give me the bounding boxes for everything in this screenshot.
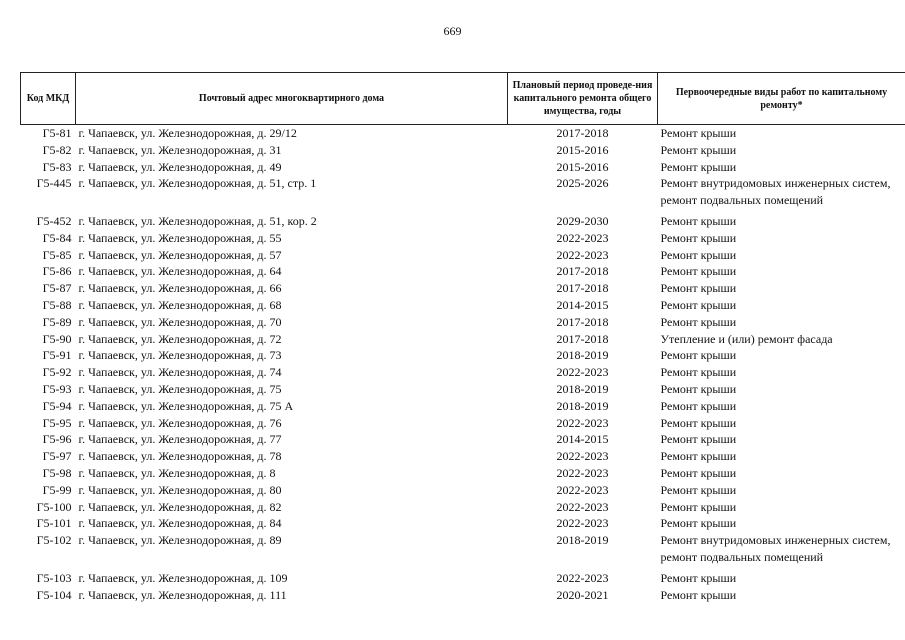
table-body: [21, 125, 905, 604]
address-cell: г. Чапаевск, ул. Железнодорожная, д. 75 А: [78, 398, 294, 413]
period-cell: 2022-2023: [556, 247, 609, 262]
mkd-code-cell: Г5-87: [42, 281, 72, 296]
address-cell: г. Чапаевск, ул. Железнодорожная, д. 89: [78, 533, 282, 548]
period-cell: 2018-2019: [556, 533, 609, 548]
works-cell: Ремонт крыши: [660, 587, 737, 602]
table-row: [21, 142, 905, 159]
table-row: [21, 587, 905, 604]
mkd-code-cell: Г5-445: [36, 176, 72, 191]
table-row: [21, 297, 905, 314]
table-row: [21, 482, 905, 499]
period-cell: 2018-2019: [556, 398, 609, 413]
mkd-code-cell: Г5-81: [42, 126, 72, 140]
works-cell: Ремонт крыши: [660, 482, 737, 497]
address-cell: г. Чапаевск, ул. Железнодорожная, д. 68: [78, 297, 282, 312]
works-cell: Ремонт крыши: [660, 230, 737, 245]
works-cell: Ремонт внутридомовых инженерных систем, ремонт подвальных помещений: [660, 533, 891, 564]
header-code: Код МКД: [21, 73, 76, 125]
address-cell: г. Чапаевск, ул. Железнодорожная, д. 64: [78, 264, 282, 279]
mkd-code-cell: Г5-99: [42, 482, 72, 497]
period-cell: 2022-2023: [556, 465, 609, 480]
mkd-code-cell: Г5-84: [42, 230, 72, 245]
table-row: [21, 314, 905, 331]
mkd-code-cell: Г5-452: [36, 213, 72, 228]
mkd-code-cell: Г5-103: [36, 570, 72, 585]
mkd-code-cell: Г5-91: [42, 348, 72, 363]
works-cell: Ремонт крыши: [660, 499, 737, 514]
mkd-code-cell: Г5-104: [36, 587, 72, 602]
works-cell: Ремонт крыши: [660, 264, 737, 279]
table-row: [21, 230, 905, 247]
address-cell: г. Чапаевск, ул. Железнодорожная, д. 29/12: [78, 126, 297, 140]
address-cell: г. Чапаевск, ул. Железнодорожная, д. 51, кор. 2: [78, 213, 317, 228]
address-cell: г. Чапаевск, ул. Железнодорожная, д. 66: [78, 281, 282, 296]
works-cell: Ремонт крыши: [660, 570, 737, 585]
address-cell: г. Чапаевск, ул. Железнодорожная, д. 77: [78, 432, 282, 447]
period-cell: 2017-2018: [556, 281, 609, 296]
period-cell: 2022-2023: [556, 499, 609, 514]
address-cell: г. Чапаевск, ул. Железнодорожная, д. 72: [78, 331, 282, 346]
period-cell: 2017-2018: [556, 314, 609, 329]
mkd-code-cell: Г5-85: [42, 247, 72, 262]
header-works: Первоочередные виды работ по капитальному ремонту*: [658, 73, 905, 125]
capital-repair-table: [20, 72, 905, 603]
table-row: [21, 247, 905, 264]
mkd-code-cell: Г5-95: [42, 415, 72, 430]
table-row: [21, 364, 905, 381]
address-cell: г. Чапаевск, ул. Железнодорожная, д. 31: [78, 142, 282, 157]
table-row: [21, 159, 905, 176]
period-cell: 2018-2019: [556, 348, 609, 363]
works-cell: Ремонт крыши: [660, 297, 737, 312]
works-cell: Ремонт крыши: [660, 432, 737, 447]
period-cell: 2022-2023: [556, 365, 609, 380]
period-cell: 2017-2018: [556, 331, 609, 346]
works-cell: Ремонт крыши: [660, 449, 737, 464]
mkd-code-cell: Г5-90: [42, 331, 72, 346]
period-cell: 2022-2023: [556, 449, 609, 464]
period-cell: 2015-2016: [556, 159, 609, 174]
period-cell: 2022-2023: [556, 516, 609, 531]
address-cell: г. Чапаевск, ул. Железнодорожная, д. 76: [78, 415, 282, 430]
mkd-code-cell: Г5-89: [42, 314, 72, 329]
address-cell: г. Чапаевск, ул. Железнодорожная, д. 80: [78, 482, 282, 497]
table-row: [21, 415, 905, 432]
address-cell: г. Чапаевск, ул. Железнодорожная, д. 75: [78, 381, 282, 396]
address-cell: г. Чапаевск, ул. Железнодорожная, д. 78: [78, 449, 282, 464]
works-cell: Ремонт крыши: [660, 142, 737, 157]
header-period: Плановый период проведе-ния капитального ремонта общего имущества, годы: [508, 73, 658, 125]
table-row: [21, 465, 905, 482]
address-cell: г. Чапаевск, ул. Железнодорожная, д. 70: [78, 314, 282, 329]
works-cell: Ремонт крыши: [660, 281, 737, 296]
table-row: [21, 263, 905, 280]
works-cell: Ремонт крыши: [660, 365, 737, 380]
period-cell: 2018-2019: [556, 381, 609, 396]
address-cell: г. Чапаевск, ул. Железнодорожная, д. 55: [78, 230, 282, 245]
mkd-code-cell: Г5-93: [42, 381, 72, 396]
table-row: [21, 570, 905, 587]
table-row: [21, 448, 905, 465]
works-cell: Ремонт крыши: [660, 398, 737, 413]
address-cell: г. Чапаевск, ул. Железнодорожная, д. 51, стр. 1: [78, 176, 317, 191]
period-cell: 2022-2023: [556, 570, 609, 585]
period-cell: 2017-2018: [556, 126, 609, 140]
header-address: Почтовый адрес многоквартирного дома: [76, 73, 508, 125]
address-cell: г. Чапаевск, ул. Железнодорожная, д. 74: [78, 365, 282, 380]
mkd-code-cell: Г5-97: [42, 449, 72, 464]
address-cell: г. Чапаевск, ул. Железнодорожная, д. 82: [78, 499, 282, 514]
address-cell: г. Чапаевск, ул. Железнодорожная, д. 84: [78, 516, 282, 531]
table-row: [21, 213, 905, 230]
address-cell: г. Чапаевск, ул. Железнодорожная, д. 57: [78, 247, 282, 262]
period-cell: 2022-2023: [556, 415, 609, 430]
table-row: [21, 398, 905, 415]
mkd-code-cell: Г5-86: [42, 264, 72, 279]
works-cell: Ремонт крыши: [660, 159, 737, 174]
table-header: [21, 73, 905, 125]
period-cell: 2015-2016: [556, 142, 609, 157]
address-cell: г. Чапаевск, ул. Железнодорожная, д. 49: [78, 159, 282, 174]
table-row: [21, 515, 905, 532]
table-row: [21, 499, 905, 516]
table-row: [21, 175, 905, 213]
works-cell: Ремонт крыши: [660, 126, 737, 140]
period-cell: 2020-2021: [556, 587, 609, 602]
period-cell: 2014-2015: [556, 432, 609, 447]
table-row: [21, 331, 905, 348]
works-cell: Ремонт внутридомовых инженерных систем, ремонт подвальных помещений: [660, 176, 891, 208]
table-row: [21, 381, 905, 398]
period-cell: 2022-2023: [556, 482, 609, 497]
works-cell: Ремонт крыши: [660, 213, 737, 228]
table-row: [21, 532, 905, 570]
address-cell: г. Чапаевск, ул. Железнодорожная, д. 8: [78, 465, 276, 480]
table-row: [21, 431, 905, 448]
works-cell: Ремонт крыши: [660, 247, 737, 262]
mkd-code-cell: Г5-102: [36, 533, 72, 548]
period-cell: 2025-2026: [556, 176, 609, 191]
table-row: [21, 280, 905, 297]
mkd-code-cell: Г5-92: [42, 365, 72, 380]
mkd-code-cell: Г5-83: [42, 159, 72, 174]
table-row: [21, 347, 905, 364]
header-row: [21, 73, 905, 125]
address-cell: г. Чапаевск, ул. Железнодорожная, д. 109: [78, 570, 288, 585]
works-cell: Ремонт крыши: [660, 415, 737, 430]
mkd-code-cell: Г5-96: [42, 432, 72, 447]
works-cell: Ремонт крыши: [660, 465, 737, 480]
table-row: [21, 125, 905, 142]
works-cell: Ремонт крыши: [660, 314, 737, 329]
period-cell: 2017-2018: [556, 264, 609, 279]
works-cell: Ремонт крыши: [660, 381, 737, 396]
address-cell: г. Чапаевск, ул. Железнодорожная, д. 73: [78, 348, 282, 363]
mkd-code-cell: Г5-94: [42, 398, 72, 413]
page-number: 669: [443, 24, 462, 38]
mkd-code-cell: Г5-82: [42, 142, 72, 157]
period-cell: 2014-2015: [556, 297, 609, 312]
period-cell: 2022-2023: [556, 230, 609, 245]
mkd-code-cell: Г5-98: [42, 465, 72, 480]
works-cell: Ремонт крыши: [660, 516, 737, 531]
mkd-code-cell: Г5-88: [42, 297, 72, 312]
mkd-code-cell: Г5-101: [36, 516, 72, 531]
address-cell: г. Чапаевск, ул. Железнодорожная, д. 111: [78, 587, 287, 602]
period-cell: 2029-2030: [556, 213, 609, 228]
works-cell: Ремонт крыши: [660, 348, 737, 363]
works-cell: Утепление и (или) ремонт фасада: [660, 331, 833, 346]
mkd-code-cell: Г5-100: [36, 499, 72, 514]
